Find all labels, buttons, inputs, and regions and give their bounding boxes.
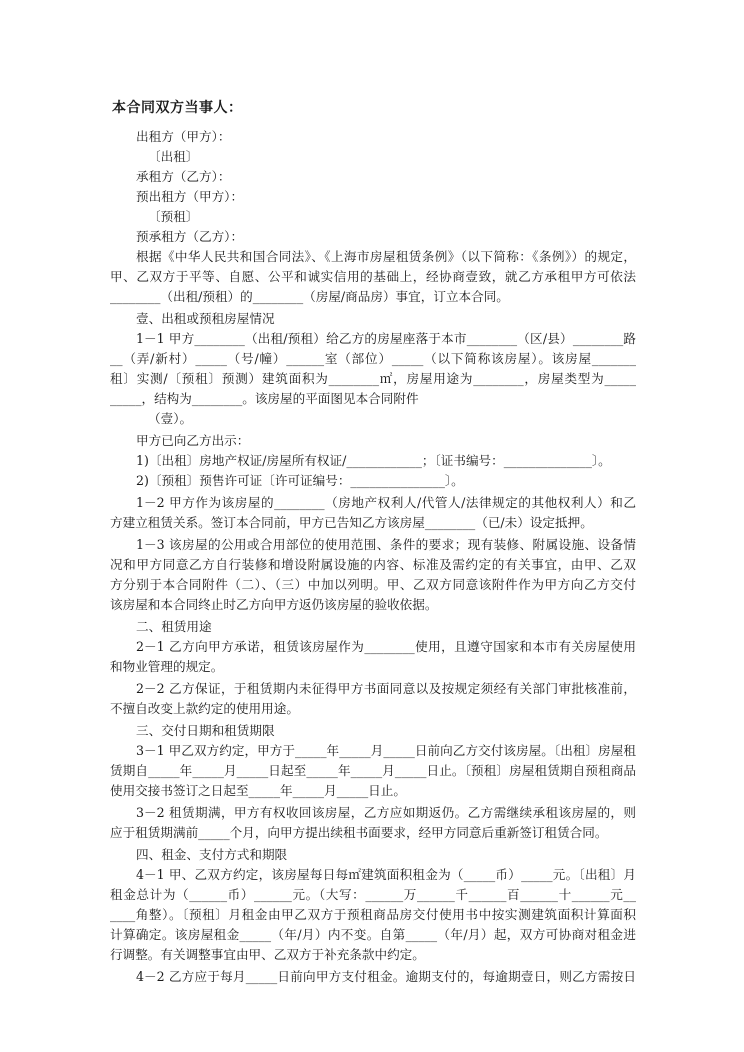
clause-1-1-line: _____，结构为________。该房屋的平面图见本合同附件: [110, 391, 419, 406]
lease-type-prelease: 〔预租〕: [148, 209, 199, 224]
lessee-party-b: 承租方（乙方）：: [136, 169, 231, 184]
clause-1-3-line: 况和甲方同意乙方自行装修和增设附属设施的内容、标准及需约定的有关事宜，由甲、乙双: [110, 557, 636, 572]
clause-4-1-line: 计算确定。该房屋租金_____（年/月）内不变。自第_____（年/月）起，双方可协商对租金进: [110, 927, 636, 942]
section-3-title: 三、交付日期和租赁期限: [136, 723, 275, 738]
preamble-line: 根据《中华人民共和国合同法》、《上海市房屋租赁条例》（以下简称：《条例》）的规定，: [136, 249, 636, 264]
clause-2-2-line: 2－2 乙方保证，于租赁期内未征得甲方书面同意以及按规定须经有关部门审批核准前，: [136, 681, 636, 696]
clause-4-1-line: 4－1 甲、乙双方约定，该房屋每日每㎡建筑面积租金为（_____币）_____元。〔出租〕月: [136, 867, 636, 882]
clause-1-3-line: 1－3 该房屋的公用或合用部位的使用范围、条件的要求；现有装修、附属设施、设备情: [136, 537, 636, 552]
clause-1-1-line: 租〕实测/〔预租〕预测）建筑面积为________㎡，房屋用途为________，房屋类型为_____: [110, 371, 636, 386]
parties-heading: 本合同双方当事人：: [112, 100, 243, 116]
clause-1-3-line: 方分别于本合同附件（二）、（三）中加以列明。甲、乙双方同意该附件作为甲方向乙方交付: [110, 577, 636, 592]
clause-3-1-line: 3－1 甲乙双方约定，甲方于_____年_____月_____日前向乙方交付该房屋。〔出租〕房屋租: [136, 743, 636, 758]
preamble-line: 甲、乙双方于平等、自愿、公平和诚实信用的基础上，经协商壹致，就乙方承租甲方可依法: [110, 269, 636, 284]
clause-1-3-line: 该房屋和本合同终止时乙方向甲方返仍该房屋的验收依据。: [110, 597, 438, 612]
clause-1-1-line: __（弄/新村）_____（号/幢）______室（部位）_____（以下简称该房屋）。该房屋_______: [110, 351, 636, 366]
clause-1-2-line: 1－2 甲方作为该房屋的________（房地产权利人/代管人/法律规定的其他权利人）和乙: [136, 495, 636, 510]
lessor-party-a: 出租方（甲方）：: [136, 129, 231, 144]
section-2-title: 二、租赁用途: [136, 619, 212, 634]
clause-1-2-line: 方建立租赁关系。签订本合同前，甲方已告知乙方该房屋________（已/未）设定抵押。: [110, 515, 593, 530]
clause-3-1-line: 使用交接书签订之日起至_____年_____月_____日止。: [110, 783, 406, 798]
shown-doc-item: 2)〔预租〕预售许可证〔许可证编号：_______________〕。: [136, 473, 464, 488]
clause-4-1-line: 租金总计为（______币）______元。（大写：______万______千______百______十______元__: [110, 887, 636, 902]
pre-lessee-party-b: 预承租方（乙方）：: [136, 229, 244, 244]
lease-type-lease: 〔出租〕: [148, 149, 199, 164]
clause-4-2-line: 4－2 乙方应于每月_____日前向甲方支付租金。逾期支付的，每逾期壹日，则乙方需按日: [136, 969, 636, 984]
preamble-line: ________（出租/预租）的________（房屋/商品房）事宜，订立本合同。: [110, 289, 509, 304]
clause-1-1-line: （壹）。: [148, 411, 193, 426]
clause-4-1-line: 行调整。有关调整事宜由甲、乙双方于补充条款中约定。: [110, 947, 425, 962]
clause-3-1-line: 赁期自_____年_____月_____日起至_____年_____月_____日止。〔预租〕房屋租赁期自预租商品: [110, 763, 636, 778]
clause-3-2-line: 应于租赁期满前_____个月，向甲方提出续租书面要求，经甲方同意后重新签订租赁合同。: [110, 825, 608, 840]
clause-4-1-line: ____角整）。〔预租〕月租金由甲乙双方于预租商品房交付使用书中按实测建筑面积计算面积: [110, 907, 636, 922]
clause-2-1-line: 和物业管理的规定。: [110, 659, 224, 674]
section-4-title: 四、租金、支付方式和期限: [136, 847, 288, 862]
clause-2-1-line: 2－1 乙方向甲方承诺，租赁该房屋作为________使用，且遵守国家和本市有关房屋使用: [136, 639, 636, 654]
clause-1-1-line: 1－1 甲方________（出租/预租）给乙方的房屋座落于本市________（区/县）________路: [136, 331, 636, 346]
clause-3-2-line: 3－2 租赁期满，甲方有权收回该房屋，乙方应如期返仍。乙方需继续承租该房屋的，则: [136, 805, 636, 820]
section-1-title: 壹、出租或预租房屋情况: [136, 311, 275, 326]
pre-lessor-party-a: 预出租方（甲方）：: [136, 189, 244, 204]
shown-docs-title: 甲方已向乙方出示：: [136, 433, 250, 448]
clause-2-2-line: 不擅自改变上款约定的使用用途。: [110, 701, 299, 716]
shown-doc-item: 1)〔出租〕房地产权证/房屋所有权证/____________；〔证书编号：______________〕。: [136, 453, 611, 468]
